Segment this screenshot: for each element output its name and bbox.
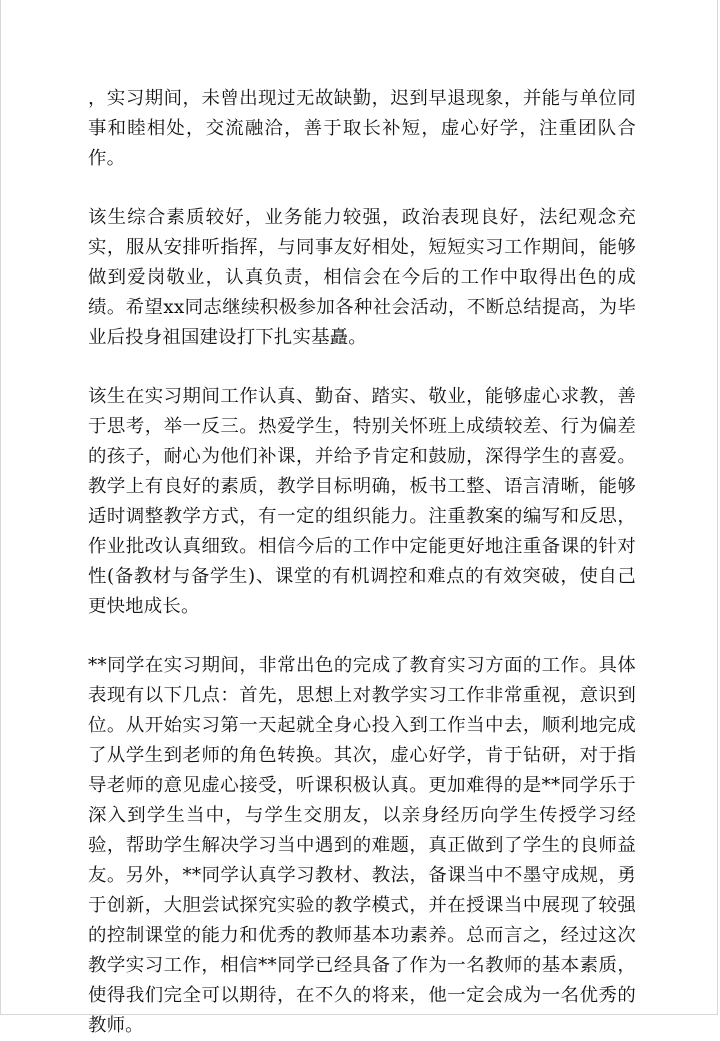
paragraph-2: 该生综合素质较好，业务能力较强，政治表现良好，法纪观念充实，服从安排听指挥，与同事友好相处，短短实习工作期间，能够做到爱岗敬业，认真负责，相信会在今后的工作中取得出色的成绩。希望xx同志继续积极参加各种社会活动，不断总结提高，为毕业后投身祖国建设打下扎实基矗。 (88, 207, 636, 348)
document-body (88, 84, 636, 1041)
paragraph-3: 该生在实习期间工作认真、勤奋、踏实、敬业，能够虚心求教，善于思考，举一反三。热爱学生，特别关怀班上成绩较差、行为偏差的孩子，耐心为他们补课，并给予肯定和鼓励，深得学生的喜爱。教学上有良好的素质，教学目标明确，板书工整、语言清晰，能够适时调整教学方式，有一定的组织能力。注重教案的编写和反思，作业批改认真细致。相信今后的工作中定能更好地注重备课的针对性(备教材与备学生)、课堂的有机调控和难点的有效突破，使自己更快地成长。 (88, 386, 636, 617)
paragraph-1: ，实习期间，未曾出现过无故缺勤，迟到早退现象，并能与单位同事和睦相处，交流融洽，善于取长补短，虚心好学，注重团队合作。 (88, 88, 636, 169)
paragraph-4: **同学在实习期间，非常出色的完成了教育实习方面的工作。具体表现有以下几点：首先，思想上对教学实习工作非常重视，意识到位。从开始实习第一天起就全身心投入到工作当中去，顺利地完成了从学生到老师的角色转换。其次，虚心好学，肯于钻研，对于指导老师的意见虚心接受，听课积极认真。更加难得的是**同学乐于深入到学生当中，与学生交朋友，以亲身经历向学生传授学习经验，帮助学生解决学习当中遇到的难题，真正做到了学生的良师益友。另外，**同学认真学习教材、教法，备课当中不墨守成规，勇于创新，大胆尝试探究实验的教学模式，并在授课当中展现了较强的控制课堂的能力和优秀的教师基本功素养。总而言之，经过这次教学实习工作，相信**同学已经具备了作为一名教师的基本素质，使得我们完全可以期待，在不久的将来，他一定会成为一名优秀的教师。 (88, 655, 636, 1036)
